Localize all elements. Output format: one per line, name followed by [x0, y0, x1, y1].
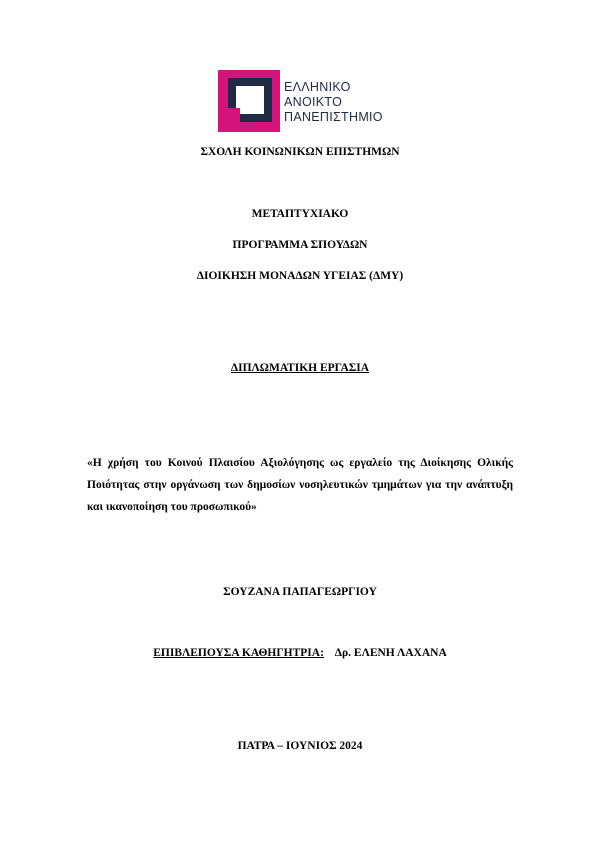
place-date: ΠΑΤΡΑ – ΙΟΥΝΙΟΣ 2024 — [237, 740, 363, 752]
university-logo — [218, 70, 388, 132]
university-logo-mark-icon — [218, 70, 280, 132]
program-line-3: ΔΙΟΙΚΗΣΗ ΜΟΝΑΔΩΝ ΥΓΕΙΑΣ (ΔΜΥ) — [196, 270, 404, 282]
program-line-2: ΠΡΟΓΡΑΜΜΑ ΣΠΟΥΔΩΝ — [232, 239, 368, 251]
university-logo-wordmark — [284, 80, 383, 125]
logo-line: ΕΛΛΗΝΙΚΟ — [284, 80, 351, 94]
supervisor-line — [0, 647, 600, 659]
logo-line: ΠΑΝΕΠΙΣΤΗΜΙΟ — [284, 110, 383, 124]
supervisor-name: Δρ. ΕΛΕΝΗ ΛΑΧΑΝΑ — [334, 647, 447, 659]
school-name: ΣΧΟΛΗ ΚΟΙΝΩΝΙΚΩΝ ΕΠΙΣΤΗΜΩΝ — [200, 146, 400, 158]
supervisor-label: ΕΠΙΒΛΕΠΟΥΣΑ ΚΑΘΗΓΗΤΡΙΑ: — [153, 647, 324, 659]
program-line-1: ΜΕΤΑΠΤΥΧΙΑΚΟ — [251, 208, 349, 220]
thesis-title: «Η χρήση του Κοινού Πλαισίου Αξιολόγησης ως εργαλείο της Διοίκησης Ολικής Ποιότητας στην οργάνωση των δημοσίων νοσηλευτικών τμημάτων για την ανάπτυξη και ικανοποίηση του προσωπικού» — [87, 457, 513, 513]
author-name: ΣΟΥΖΑΝΑ ΠΑΠΑΓΕΩΡΓΙΟΥ — [223, 586, 377, 598]
logo-line: ΑΝΟΙΚΤΟ — [284, 95, 343, 109]
thesis-type: ΔΙΠΛΩΜΑΤΙΚΗ ΕΡΓΑΣΙΑ — [230, 362, 370, 374]
